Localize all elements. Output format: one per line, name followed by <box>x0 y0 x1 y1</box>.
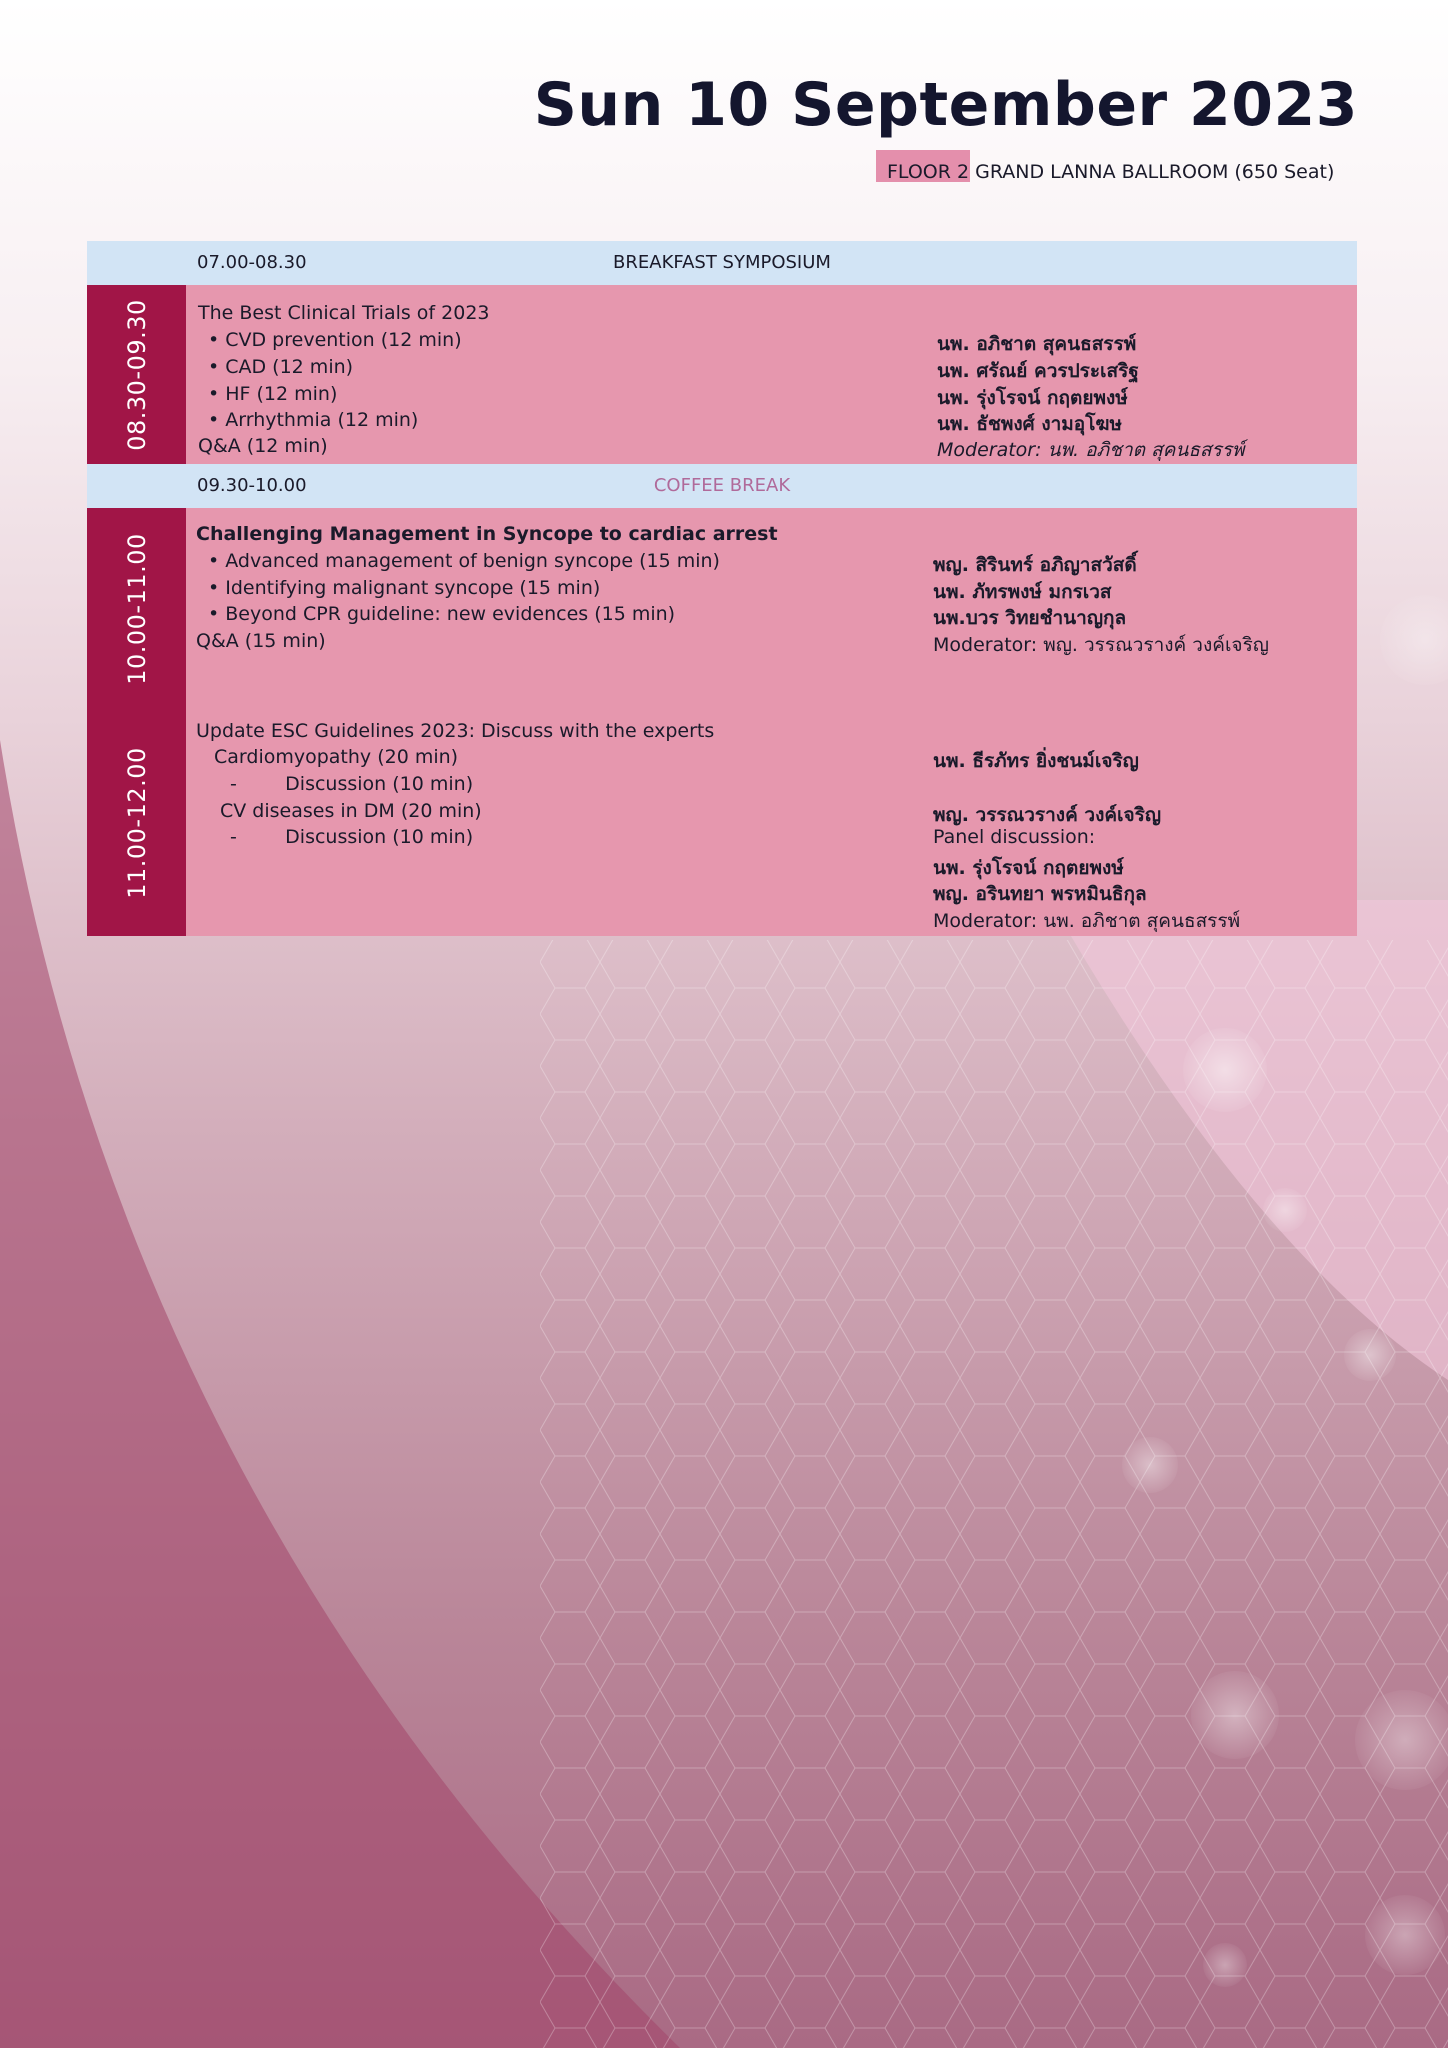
session-qa: Q&A (12 min) <box>198 435 328 457</box>
session-item: - Discussion (10 min) <box>230 773 474 795</box>
break-time: 07.00-08.30 <box>197 252 307 273</box>
session-item: • Arrhythmia (12 min) <box>208 409 419 431</box>
session-item: CV diseases in DM (20 min) <box>220 800 482 822</box>
speaker: พญ. วรรณวรางค์ วงค์เจริญ <box>933 804 1162 826</box>
moderator: Moderator: พญ. วรรณวรางค์ วงค์เจริญ <box>933 634 1269 656</box>
session-time: 11.00-12.00 <box>122 747 151 899</box>
session-title: Challenging Management in Syncope to cardiac arrest <box>196 523 778 545</box>
session-qa: Q&A (15 min) <box>196 630 326 652</box>
panel-label: Panel discussion: <box>933 826 1096 848</box>
speaker: นพ. ศรัณย์ ควรประเสริฐ <box>937 360 1139 382</box>
session-time: 08.30-09.30 <box>122 298 151 451</box>
session-time-column <box>87 508 186 710</box>
moderator: Moderator: นพ. อภิชาต สุคนธสรรพ์ <box>933 910 1241 932</box>
break-row-breakfast <box>87 241 1357 285</box>
session-item: Cardiomyopathy (20 min) <box>214 746 459 768</box>
speaker: พญ. สิรินทร์ อภิญาสวัสดิ์ <box>933 554 1137 576</box>
session-item: • HF (12 min) <box>208 383 338 405</box>
session-item: • Identifying malignant syncope (15 min) <box>208 577 601 599</box>
session-item: • Beyond CPR guideline: new evidences (15 min) <box>208 603 676 625</box>
session-item: - Discussion (10 min) <box>230 826 474 848</box>
speaker: พญ. อรินทยา พรหมินธิกุล <box>933 883 1147 905</box>
speaker: นพ. รุ่งโรจน์ กฤตยพงษ์ <box>933 857 1124 879</box>
session-title: The Best Clinical Trials of 2023 <box>198 302 490 324</box>
speaker: นพ. ธัชพงศ์ งามอุโฆษ <box>937 413 1123 435</box>
session-item: • CVD prevention (12 min) <box>208 329 462 351</box>
break-row-coffee <box>87 464 1357 508</box>
venue-label: FLOOR 2 GRAND LANNA BALLROOM (650 Seat) <box>887 161 1335 183</box>
speaker: นพ.บวร วิทยชำนาญกุล <box>933 607 1127 629</box>
break-label: COFFEE BREAK <box>653 475 791 496</box>
session-item: • CAD (12 min) <box>208 356 354 378</box>
moderator: Moderator: นพ. อภิชาต สุคนธสรรพ์ <box>937 439 1245 461</box>
speaker: นพ. รุ่งโรจน์ กฤตยพงษ์ <box>937 387 1128 409</box>
session-block <box>87 508 1357 936</box>
break-time: 09.30-10.00 <box>197 475 307 496</box>
speaker: นพ. อภิชาต สุคนธสรรพ์ <box>937 333 1137 355</box>
page-title: Sun 10 September 2023 <box>533 70 1358 140</box>
session-time-column <box>87 710 186 936</box>
session-time: 10.00-11.00 <box>122 533 151 685</box>
session-title: Update ESC Guidelines 2023: Discuss with the experts <box>196 720 715 742</box>
speaker: นพ. ภัทรพงษ์ มกรเวส <box>933 581 1112 603</box>
session-row <box>87 285 1357 464</box>
session-item: • Advanced management of benign syncope (15 min) <box>208 550 720 572</box>
speaker: นพ. ธีรภัทร ยิ่งชนม์เจริญ <box>933 750 1139 772</box>
session-time-column <box>87 285 186 464</box>
break-label: BREAKFAST SYMPOSIUM <box>613 252 831 273</box>
